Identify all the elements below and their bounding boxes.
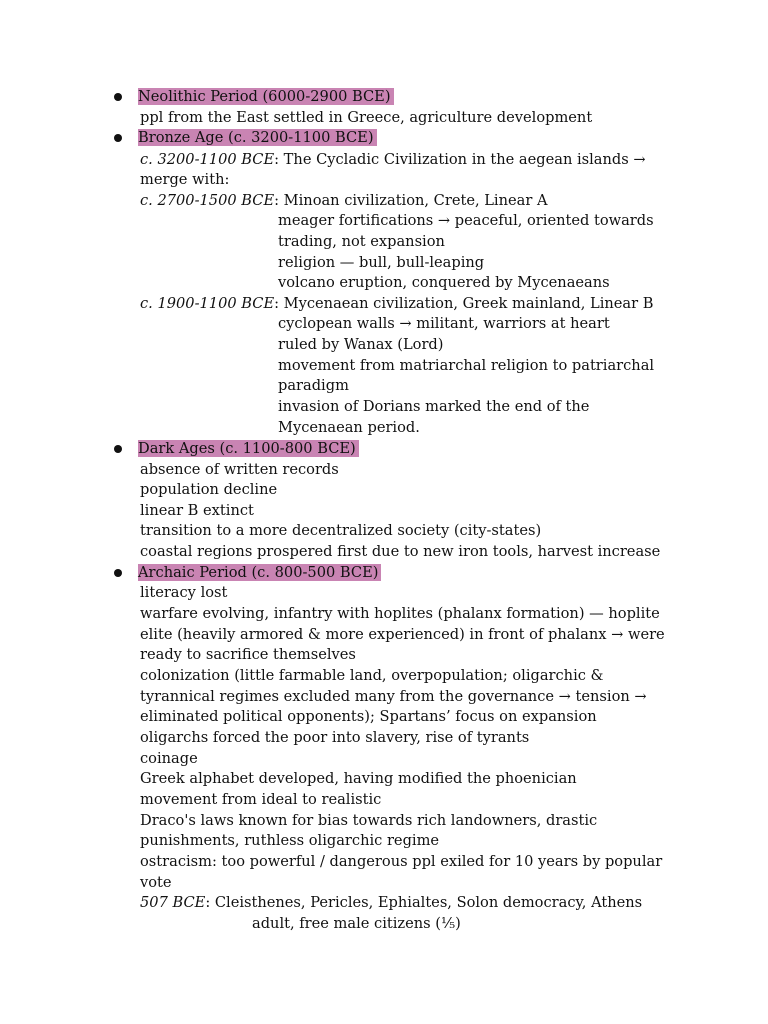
minoan-text: : Minoan civilization, Crete, Linear A: [274, 192, 548, 209]
archaic-line: eliminated political opponents); Spartans’ focus on expansion: [140, 708, 597, 725]
bullet-dark: [114, 445, 122, 453]
dark-line: linear B extinct: [140, 502, 254, 519]
mycenaean-detail: paradigm: [278, 377, 349, 394]
archaic-line: colonization (little farmable land, overpopulation; oligarchic &: [140, 667, 604, 684]
archaic-line: oligarchs forced the poor into slavery, rise of tyrants: [140, 729, 530, 746]
cycladic-text: : The Cycladic Civilization in the aegean islands →: [274, 151, 646, 168]
democracy-date: 507 BCE: [140, 894, 206, 911]
democracy-cont: adult, free male citizens (⅕): [252, 915, 461, 932]
archaic-line: warfare evolving, infantry with hoplites (phalanx formation) — hoplite: [140, 605, 660, 622]
dark-line: transition to a more decentralized society (city-states): [140, 522, 542, 539]
archaic-line: literacy lost: [140, 584, 228, 601]
archaic-line: elite (heavily armored & more experienced) in front of phalanx → were: [140, 626, 665, 643]
heading-dark-text: Dark Ages (c. 1100-800 BCE): [138, 440, 359, 457]
cycladic-cont: merge with:: [140, 171, 230, 188]
heading-bronze-text: Bronze Age (c. 3200-1100 BCE): [138, 129, 377, 146]
mycenaean-detail: Mycenaean period.: [278, 419, 420, 436]
minoan-line: [140, 191, 548, 211]
heading-archaic: [138, 563, 381, 583]
mycenaean-line: [140, 294, 653, 314]
bullet-bronze: [114, 134, 122, 142]
minoan-detail: meager fortifications → peaceful, oriented towards: [278, 212, 654, 229]
democracy-text: : Cleisthenes, Pericles, Ephialtes, Solon democracy, Athens: [205, 894, 643, 911]
archaic-line: tyrannical regimes excluded many from the governance → tension →: [140, 688, 647, 705]
archaic-line: vote: [140, 874, 172, 891]
dark-line: absence of written records: [140, 461, 339, 478]
heading-neolithic: [138, 87, 394, 107]
archaic-line: coinage: [140, 750, 198, 767]
archaic-line: ostracism: too powerful / dangerous ppl exiled for 10 years by popular: [140, 853, 663, 870]
minoan-date: c. 2700-1500 BCE: [140, 192, 275, 209]
bullet-neolithic: [114, 93, 122, 101]
minoan-detail: religion — bull, bull-leaping: [278, 254, 485, 271]
mycenaean-detail: cyclopean walls → militant, warriors at heart: [278, 315, 610, 332]
cycladic-date: c. 3200-1100 BCE: [140, 151, 275, 168]
archaic-line: Draco's laws known for bias towards rich landowners, drastic: [140, 812, 598, 829]
archaic-line: ready to sacrifice themselves: [140, 646, 356, 663]
neolithic-line: ppl from the East settled in Greece, agriculture development: [140, 109, 593, 126]
minoan-detail: volcano eruption, conquered by Mycenaeans: [278, 274, 610, 291]
minoan-detail: trading, not expansion: [278, 233, 445, 250]
archaic-line: movement from ideal to realistic: [140, 791, 382, 808]
mycenaean-text: : Mycenaean civilization, Greek mainland, Linear B: [274, 295, 654, 312]
mycenaean-detail: ruled by Wanax (Lord): [278, 336, 444, 353]
dark-line: coastal regions prospered first due to new iron tools, harvest increase: [140, 543, 661, 560]
mycenaean-detail: invasion of Dorians marked the end of the: [278, 398, 590, 415]
archaic-line: punishments, ruthless oligarchic regime: [140, 832, 440, 849]
democracy-line: [140, 893, 642, 913]
archaic-line: Greek alphabet developed, having modified the phoenician: [140, 770, 577, 787]
heading-bronze: [138, 128, 377, 148]
bullet-archaic: [114, 569, 122, 577]
heading-neolithic-text: Neolithic Period (6000-2900 BCE): [138, 88, 394, 105]
heading-archaic-text: Archaic Period (c. 800-500 BCE): [138, 564, 381, 581]
cycladic-line: [140, 150, 646, 170]
heading-dark: [138, 439, 359, 459]
mycenaean-detail: movement from matriarchal religion to patriarchal: [278, 357, 655, 374]
mycenaean-date: c. 1900-1100 BCE: [140, 295, 275, 312]
dark-line: population decline: [140, 481, 278, 498]
